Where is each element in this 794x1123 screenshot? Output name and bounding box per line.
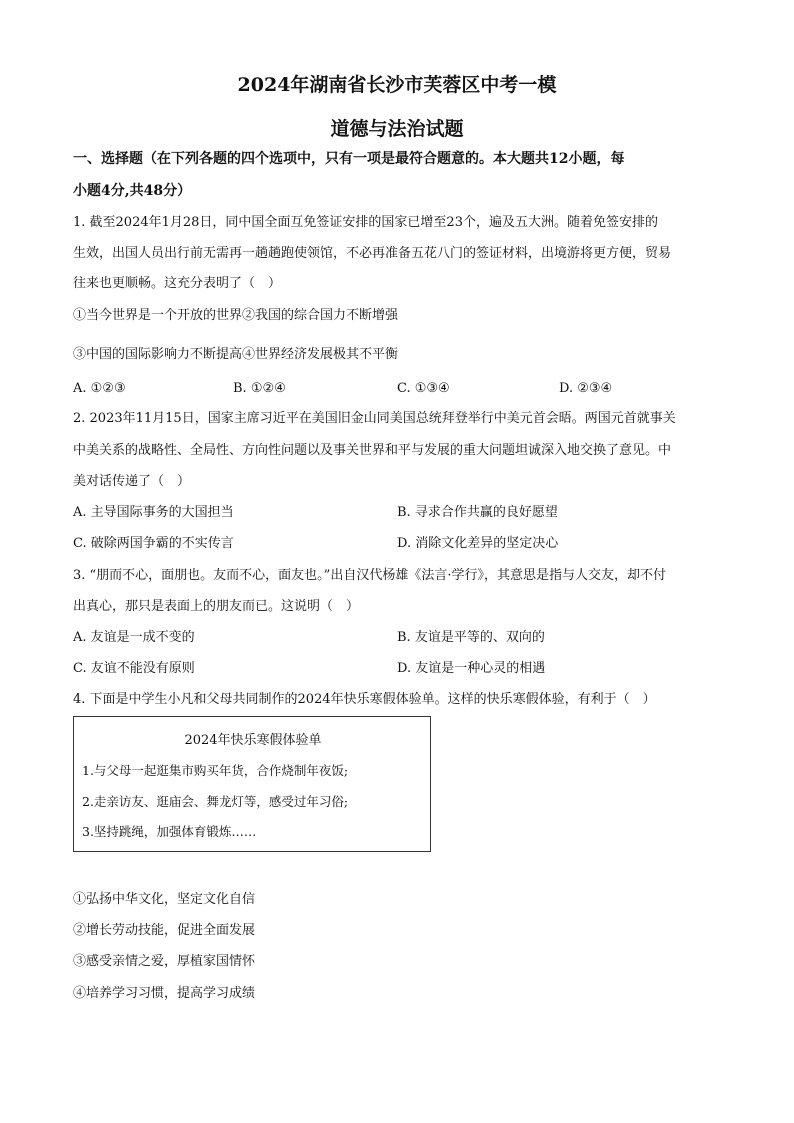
q4-statement-3: ③感受亲情之爱，厚植家国情怀 bbox=[73, 954, 256, 969]
q2-option-d: D. 消除文化差异的坚定决心 bbox=[397, 536, 559, 551]
q4-statement-1: ①弘扬中华文化，坚定文化自信 bbox=[73, 892, 256, 907]
q1-line-1: 1. 截至2024年1月28日，同中国全面互免签证安排的国家已增至23个，遍及五大洲。随着免签安排的 bbox=[73, 215, 658, 230]
q1-option-b: B. ①②④ bbox=[233, 381, 286, 396]
section-heading-line-1: 一、选择题（在下列各题的四个选项中，只有一项是最符合题意的。本大题共12小题，每 bbox=[73, 151, 625, 167]
q1-statement-2: ③中国的国际影响力不断提高④世界经济发展极其不平衡 bbox=[73, 347, 399, 362]
q3-option-b: B. 友谊是平等的、双向的 bbox=[397, 630, 545, 645]
q1-option-a: A. ①②③ bbox=[73, 381, 126, 396]
q1-option-d: D. ②③④ bbox=[559, 381, 613, 396]
q4-statement-4: ④培养学习习惯，提高学习成绩 bbox=[73, 986, 256, 1001]
q2-line-1: 2. 2023年11月15日，国家主席习近平在美国旧金山同美国总统拜登举行中美元首会晤。两国元首就事关 bbox=[73, 411, 676, 426]
q3-option-c: C. 友谊不能没有原则 bbox=[73, 661, 195, 676]
section-heading-line-2: 小题4分,共48分） bbox=[73, 183, 192, 199]
q2-option-a: A. 主导国际事务的大国担当 bbox=[73, 505, 234, 520]
q2-line-3: 美对话传递了（ ） bbox=[73, 474, 191, 489]
q4-line-1: 4. 下面是中学生小凡和父母共同制作的2024年快乐寒假体验单。这样的快乐寒假体验，有利于（ ） bbox=[73, 692, 656, 707]
q4-statement-2: ②增长劳动技能，促进全面发展 bbox=[73, 923, 256, 938]
q1-option-c: C. ①③④ bbox=[397, 381, 450, 396]
q2-option-b: B. 寻求合作共赢的良好愿望 bbox=[397, 505, 558, 520]
checklist-title: 2024年快乐寒假体验单 bbox=[184, 733, 322, 748]
page-subtitle: 道德与法治试题 bbox=[330, 118, 464, 140]
q3-line-1: 3. “朋而不心，面朋也。友而不心，面友也。”出自汉代杨雄《法言·学行》，其意思是指与人交友，却不付 bbox=[73, 568, 666, 583]
q2-option-c: C. 破除两国争霸的不实传言 bbox=[73, 536, 234, 551]
page-title: 2024年湖南省长沙市芙蓉区中考一模 bbox=[237, 74, 557, 96]
checklist-item-2: 2.走亲访友、逛庙会、舞龙灯等，感受过年习俗; bbox=[82, 794, 349, 809]
q1-statement-1: ①当今世界是一个开放的世界②我国的综合国力不断增强 bbox=[73, 308, 399, 323]
q1-line-2: 生效，出国人员出行前无需再一趟趟跑使领馆，不必再准备五花八门的签证材料，出境游将更方便，贸易 bbox=[73, 246, 672, 261]
holiday-checklist-box bbox=[73, 716, 431, 852]
q2-line-2: 中美关系的战略性、全局性、方向性问题以及事关世界和平与发展的重大问题坦诚深入地交换了意见。中 bbox=[73, 443, 672, 458]
q3-option-a: A. 友谊是一成不变的 bbox=[73, 630, 195, 645]
q3-option-d: D. 友谊是一种心灵的相遇 bbox=[397, 661, 546, 676]
checklist-item-3: 3.坚持跳绳，加强体育锻炼…… bbox=[82, 824, 257, 839]
q1-line-3: 往来也更顺畅。这充分表明了（ ） bbox=[73, 276, 282, 291]
q3-line-2: 出真心，那只是表面上的朋友而已。这说明（ ） bbox=[73, 599, 360, 614]
checklist-item-1: 1.与父母一起逛集市购买年货，合作烧制年夜饭; bbox=[82, 763, 349, 778]
